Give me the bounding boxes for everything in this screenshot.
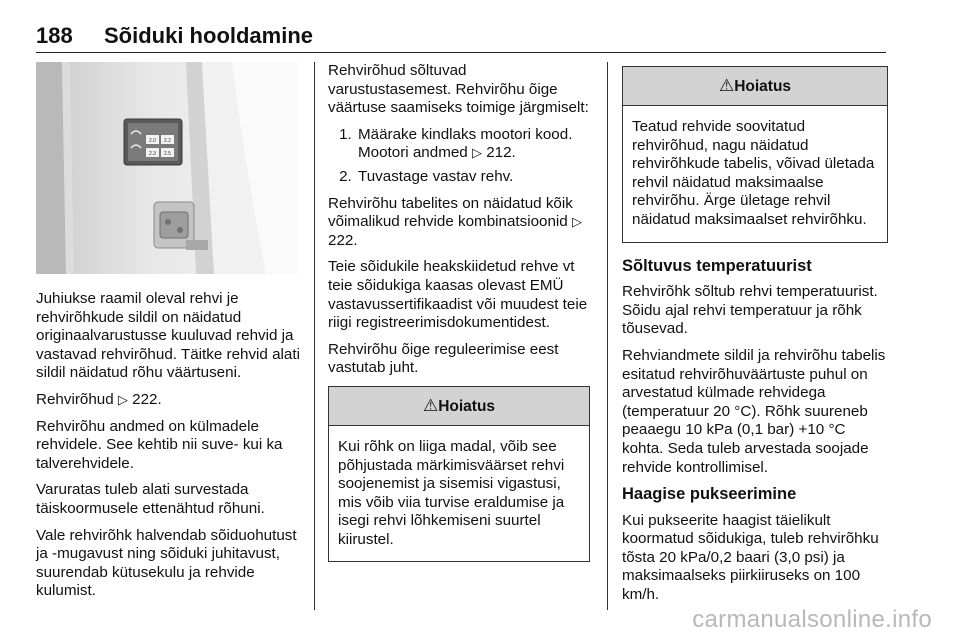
paragraph-with-ref: Rehvirõhu tabelites on näidatud kõik võimalikud rehvide kombinatsioonid ▷ 222. [328,194,582,249]
warning-text: Kui rõhk on liiga madal, võib see põhjustada märkimisväärset rehvi soojenemist ja sisemisi vigastusi, mis võib viia turvise eraldumise ja isegi rehvi lõhkemiseni suurtel kiirustel. [338,437,565,548]
section-heading: Sõltuvus temperatuurist [622,256,812,275]
paragraph-with-ref: Rehvirõhud ▷ 222. [36,390,162,408]
column-3 [622,62,888,613]
arrow-right-triangle-icon: ▷ [117,391,128,407]
page-number: 188 [36,23,73,48]
watermark: carmanualsonline.info [692,606,932,633]
arrow-right-triangle-icon: ▷ [571,214,582,230]
list-item: 2. Tuvastage vastav rehv. [356,168,590,187]
warning-box [622,66,888,243]
arrow-right-triangle-icon: ▷ [471,145,482,161]
column-2 [328,62,590,576]
paragraph: Rehvirõhud sõltuvad varustustasemest. Rehvirõhu õige väärtuse saamiseks toimige järgmiselt: [328,62,589,117]
paragraph: Varuratas tuleb alati survestada täiskoormusele ettenähtud rõhuni. [36,481,265,517]
list-item: 1. Määrake kindlaks mootori kood. Mootori andmed ▷ 212. [356,126,590,163]
figure-cell: 2.3 [149,151,156,157]
warning-header: ⚠Hoiatus [329,387,589,426]
paragraph: Kui pukseerite haagist täielikult koormatud sõidukiga, tuleb rehvirõhku tõsta 20 kPa/0,2 baari (3,0 psi) ja maksimaalseks piirkiiruseks on 100 km/h. [622,511,879,604]
paragraph: Rehvirõhk sõltub rehvi temperatuurist. Sõidu ajal rehvi temperatuur ja rõhk tõusevad. [622,283,878,338]
paragraph: Vale rehvirõhk halvendab sõiduohutust ja -mugavust ning sõiduki juhitavust, suurendab kütusekulu ja rehvide kulumist. [36,526,297,600]
warning-box [328,386,590,563]
paragraph: Rehvirõhu andmed on külmadele rehvidele. See kehtib nii suve- kui ka talverehvidele. [36,417,283,472]
paragraph: Teie sõidukile heakskiidetud rehve vt teie sõidukiga kaasas olevast EMÜ vastavussertifikaadist või muudest teie riigi registreerimisdokumentidest. [328,258,588,332]
paragraph: Juhiukse raamil oleval rehvi je rehvirõhkude sildil on näidatud originaalvarustusse kuuluvad rehvid ja vastavad rehvirõhud. Täitke rehvid alati sildil näidatud rõhu väärtuseni. [36,290,300,382]
chapter-title: Sõiduki hooldamine [104,23,314,48]
page-header [36,18,886,53]
figure-cell: 2.0 [149,138,156,144]
paragraph: Rehvirõhu õige reguleerimise eest vastutab juht. [328,340,559,377]
figure-cell: 2.5 [164,151,171,157]
column-divider-1 [314,62,315,610]
warning-text: Teatud rehvide soovitatud rehvirõhud, nagu näidatud rehvirõhkude tabelis, võivad ületada rehvil näidatud maksimaalse rehvirõhu. Ärge ületage rehvil näidatud maksimaalset rehvirõhku. [632,118,875,228]
column-divider-2 [607,62,608,610]
page-reference[interactable]: 212. [486,144,516,162]
page-reference[interactable]: 222. [328,231,358,249]
section-heading: Haagise pukseerimine [622,485,797,504]
steps-list [328,126,590,187]
column-1 [36,62,300,609]
door-pillar-tyre-label-illustration [36,62,298,274]
figure-cell: 2.2 [164,138,171,144]
page-reference[interactable]: 222. [132,390,162,408]
warning-triangle-icon: ⚠ [422,395,439,415]
warning-header: ⚠Hoiatus [623,67,887,106]
warning-triangle-icon: ⚠ [718,76,735,95]
paragraph: Rehviandmete sildil ja rehvirõhu tabelis esitatud rehvirõhuväärtuste puhul on arvestatud külmade rehvidega (temperatuur 20 °C). Rõhk suureneb peaaegu 10 kPa (0,1 bar) +10 °C kohta. Seda tuleb arvestada soojade rehvide kontrollimisel. [622,346,886,476]
